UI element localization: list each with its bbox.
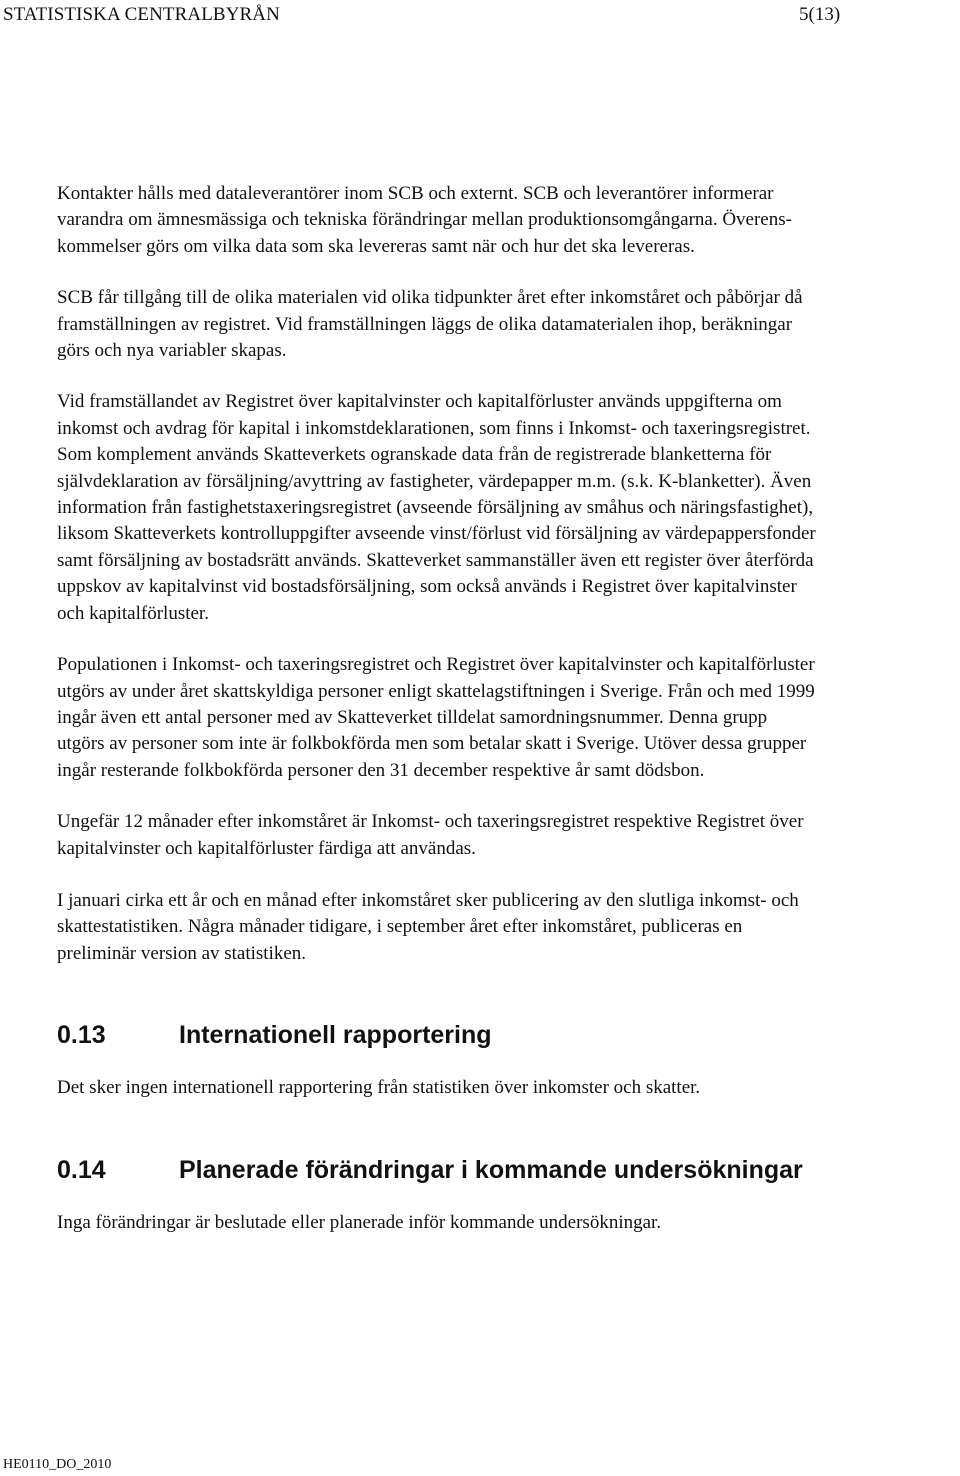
section-heading-international-reporting (57, 1021, 957, 1049)
section-number: 0.13 (57, 1021, 106, 1050)
paragraph-planned-changes: Inga förändringar är beslutade eller planerade inför kommande undersökningar. (57, 1211, 662, 1233)
section-number: 0.14 (57, 1155, 106, 1184)
organization-name: STATISTISKA CENTRALBYRÅN (3, 4, 280, 25)
paragraph-register-production: Vid framställandet av Registret över kapitalvinster och kapitalförluster används uppgifterna om inkomst och avdrag för kapital i inkomstdeklarationen, som finns i Inkomst- och taxeringsregistret. Som komplement används Skatteverkets ogranskade data från de registrerade blanketterna för självdeklaration av försäljning/avyttring av fastigheter, värdepapper m.m. (s.k. K-blanketter). Även information från fastighetstaxeringsregistret (avseende försäljning av småhus och näringsfastighet), liksom Skatteverkets kontrolluppgifter avseende vinst/förlust vid försäljning av värdepappersfonder samt försäljning av bostadsrätt används. Skatteverket sammanställer även ett register över återförda uppskov av kapitalvinst vid bostadsförsäljning, som också används i Registret över kapitalvinster och kapitalförluster. (57, 391, 816, 624)
paragraph-contacts: Kontakter hålls med dataleverantörer inom SCB och externt. SCB och leverantörer informerar varandra om ämnesmässiga och tekniska förändringar mellan produktionsomgångarna. Överens- kommelser görs om vilka data som ska levereras samt när och hur det ska levereras. (57, 183, 792, 257)
paragraph-international-reporting: Det sker ingen internationell rapportering från statistiken över inkomster och skatter. (57, 1077, 701, 1099)
document-code: HE0110_DO_2010 (3, 1457, 112, 1472)
section-title: Internationell rapportering (179, 1021, 492, 1050)
paragraph-population: Populationen i Inkomst- och taxeringsregistret och Registret över kapitalvinster och kapitalförluster utgörs av under året skattskyldiga personer enligt skattelagstiftningen i Sverige. Från och med 1999 ingår även ett antal personer med av Skatteverket tilldelat samordningsnummer. Denna grupp utgörs av personer som inte är folkbokförda men som betalar skatt i Sverige. Utöver dessa grupper ingår resterande folkbokförda personer den 31 december respektive år samt dödsbon. (57, 654, 815, 781)
page-number: 5(13) (799, 4, 841, 25)
page-header (0, 0, 960, 34)
paragraph-material-access: SCB får tillgång till de olika materialen vid olika tidpunkter året efter inkomståret och påbörjar då framställningen av registret. Vid framställningen läggs de olika datamaterialen ihop, beräkningar görs och nya variabler skapas. (57, 287, 803, 362)
paragraph-publication: I januari cirka ett år och en månad efter inkomståret sker publicering av den slutliga inkomst- och skattestatistiken. Några månader tidigare, i september året efter inkomståret, publiceras en preliminär version av statistiken. (57, 889, 799, 964)
document-body (57, 181, 957, 1236)
section-heading-planned-changes (57, 1156, 957, 1184)
section-title: Planerade förändringar i kommande undersökningar (179, 1155, 803, 1184)
paragraph-availability: Ungefär 12 månader efter inkomståret är Inkomst- och taxeringsregistret respektive Registret över kapitalvinster och kapitalförluster färdiga att användas. (57, 811, 804, 859)
